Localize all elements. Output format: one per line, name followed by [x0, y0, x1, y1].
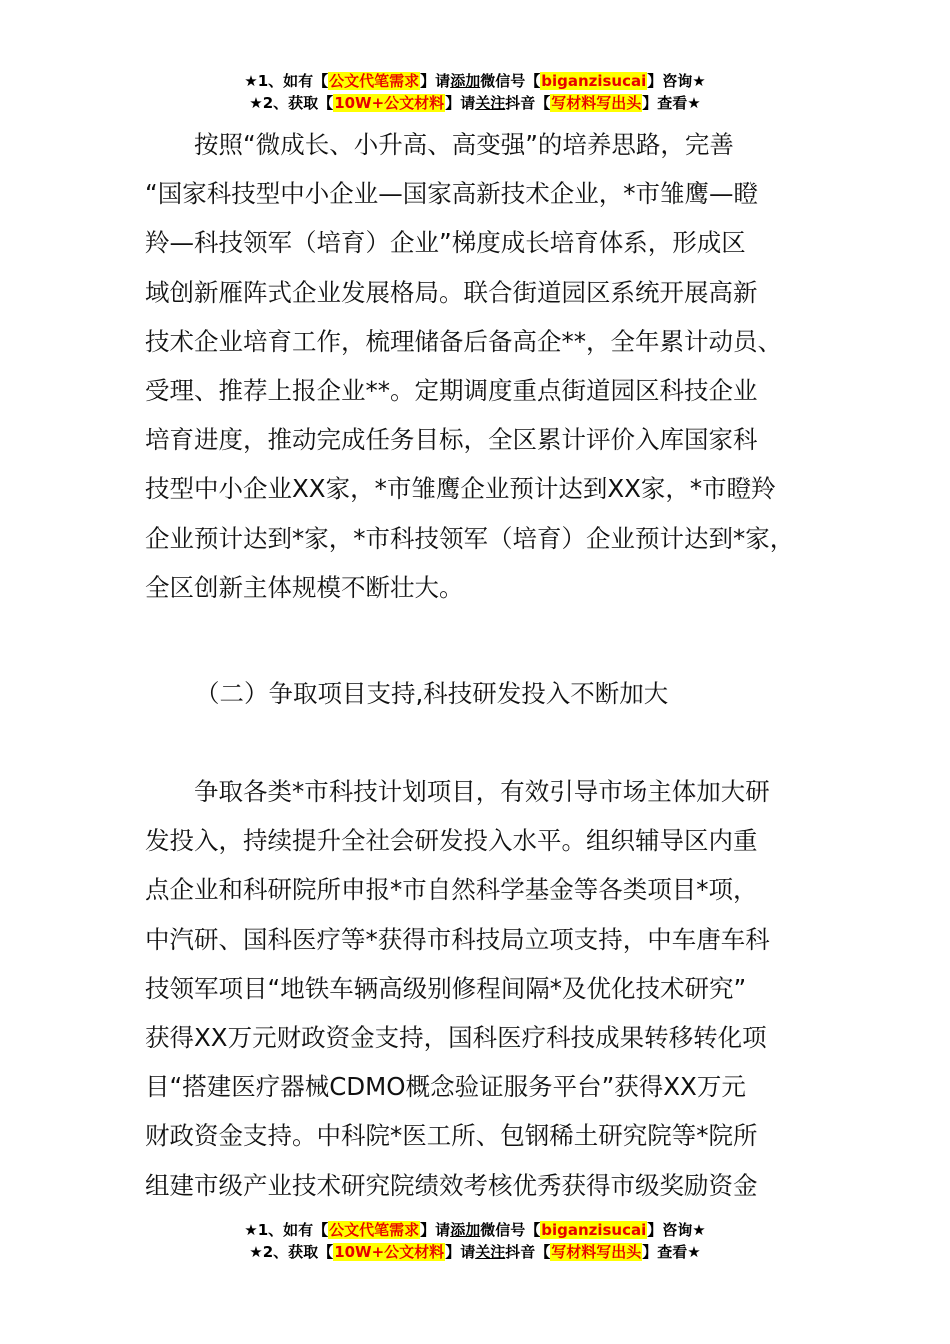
highlight-service: 公文代笔需求 — [329, 72, 420, 90]
promo-line-1 — [0, 70, 950, 92]
body-paragraph-2 — [145, 767, 835, 1210]
promo-text: ★2、获取【 — [249, 94, 334, 112]
paragraph-line: 培育进度，推动完成任务目标，全区累计评价入库国家科 — [145, 425, 758, 455]
paragraph-line: 中汽研、国科医疗等*获得市科技局立项支持，中车唐车科 — [145, 924, 770, 954]
paragraph-line: 获得XX万元财政资金支持，国科医疗科技成果转移转化项 — [145, 1023, 767, 1053]
highlight-wechat-id: biganzisucai — [541, 72, 647, 90]
paragraph-line: 技术企业培育工作，梳理储备后备高企**，全年累计动员、 — [145, 326, 782, 356]
promo-text: 】请 — [420, 72, 451, 90]
paragraph-line: “国家科技型中小企业—国家高新技术企业，*市雏鹰—瞪 — [145, 179, 758, 209]
promo-text: ★1、如有【 — [244, 1221, 329, 1239]
promo-text: ★2、获取【 — [249, 1243, 334, 1261]
promo-emphasis: 添加 — [450, 72, 481, 90]
promo-banner-bottom — [0, 1219, 950, 1263]
highlight-wechat-id: biganzisucai — [541, 1221, 647, 1239]
section-heading-2: （二）争取项目支持,科技研发投入不断加大 — [195, 679, 669, 708]
paragraph-line: 组建市级产业技术研究院绩效考核优秀获得市级奖励资金 — [145, 1170, 758, 1200]
promo-text: 抖音【 — [505, 94, 551, 112]
paragraph-line: 财政资金支持。中科院*医工所、包钢稀土研究院等*院所 — [145, 1121, 758, 1151]
highlight-douyin: 写材料写出头 — [551, 1243, 642, 1261]
promo-text: 】咨询★ — [647, 1221, 706, 1239]
promo-text: 】请 — [445, 1243, 476, 1261]
highlight-materials: 10W+公文材料 — [334, 94, 445, 112]
promo-text: 】查看★ — [642, 1243, 701, 1261]
promo-text: 抖音【 — [505, 1243, 551, 1261]
paragraph-line: 企业预计达到*家，*市科技领军（培育）企业预计达到*家， — [145, 523, 795, 553]
promo-text: 】请 — [420, 1221, 451, 1239]
paragraph-line: 点企业和科研院所申报*市自然科学基金等各类项目*项， — [145, 875, 758, 905]
promo-emphasis: 关注 — [475, 1243, 506, 1261]
paragraph-line: 目“搭建医疗器械CDMO概念验证服务平台”获得XX万元 — [145, 1072, 746, 1102]
promo-text: 】请 — [445, 94, 476, 112]
paragraph-line: 发投入，持续提升全社会研发投入水平。组织辅导区内重 — [145, 826, 758, 856]
promo-text: 微信号【 — [480, 1221, 541, 1239]
promo-text: 】咨询★ — [647, 72, 706, 90]
paragraph-line: 域创新雁阵式企业发展格局。联合街道园区系统开展高新 — [145, 277, 758, 307]
promo-banner-top — [0, 70, 950, 114]
paragraph-line: 受理、推荐上报企业**。定期调度重点街道园区科技企业 — [145, 376, 758, 406]
paragraph-line: 羚—科技领军（培育）企业”梯度成长培育体系，形成区 — [145, 228, 746, 258]
highlight-materials: 10W+公文材料 — [334, 1243, 445, 1261]
promo-text: 微信号【 — [480, 72, 541, 90]
promo-emphasis: 关注 — [475, 94, 506, 112]
body-paragraph-1 — [145, 120, 835, 612]
paragraph-line: 技领军项目“地铁车辆高级别修程间隔*及优化技术研究” — [145, 973, 747, 1003]
promo-line-1 — [0, 1219, 950, 1241]
highlight-douyin: 写材料写出头 — [551, 94, 642, 112]
promo-text: ★1、如有【 — [244, 72, 329, 90]
promo-emphasis: 添加 — [450, 1221, 481, 1239]
promo-text: 】查看★ — [642, 94, 701, 112]
highlight-service: 公文代笔需求 — [329, 1221, 420, 1239]
paragraph-line: 技型中小企业XX家，*市雏鹰企业预计达到XX家，*市瞪羚 — [145, 474, 776, 504]
paragraph-line: 全区创新主体规模不断壮大。 — [145, 572, 464, 602]
promo-line-2 — [0, 92, 950, 114]
paragraph-line: 争取各类*市科技计划项目，有效引导市场主体加大研 — [145, 777, 770, 806]
promo-line-2 — [0, 1241, 950, 1263]
paragraph-line: 按照“微成长、小升高、高变强”的培养思路，完善 — [145, 130, 734, 159]
